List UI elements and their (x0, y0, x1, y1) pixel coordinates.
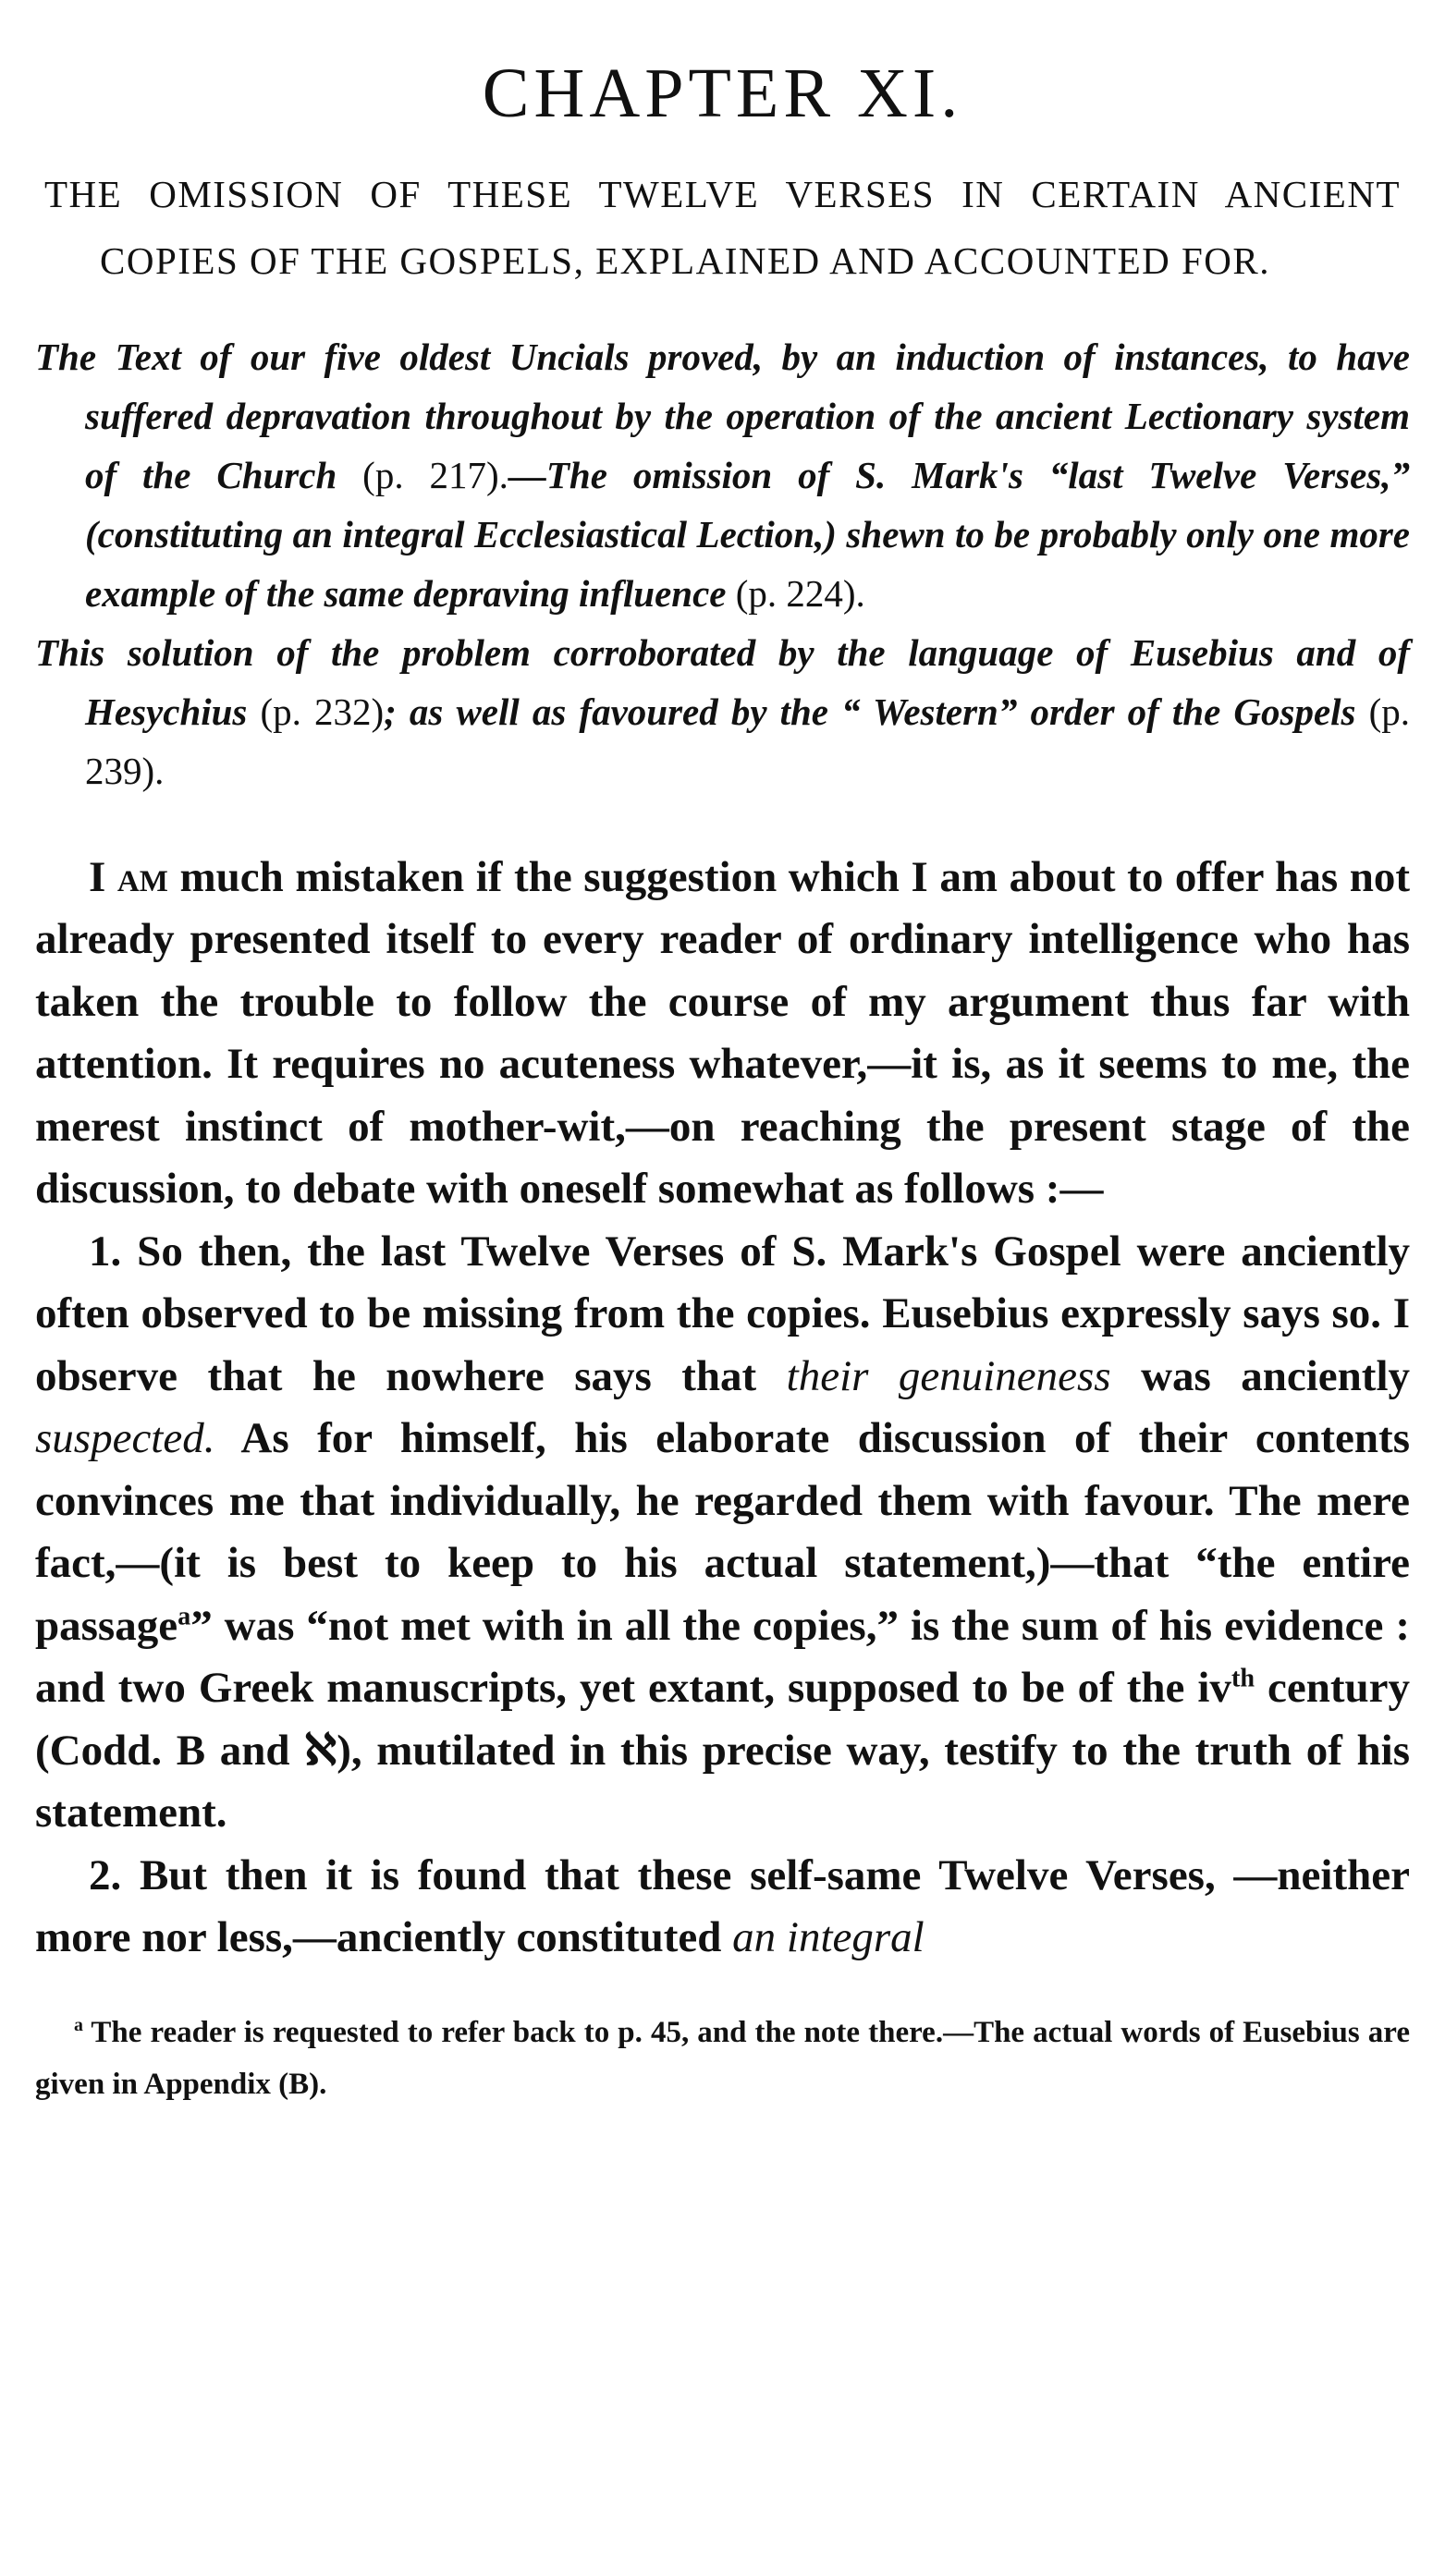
book-page (35, 55, 1410, 2110)
synopsis-entry (35, 327, 1410, 623)
synopsis-text: This solution of the problem corroborated by the language of Eusebius and of Hesychius (35, 630, 1410, 733)
paragraph-text: was anciently (1141, 1351, 1411, 1400)
paragraph-text: 2. But then it is found that these self-same Twelve Verses, —neither more nor less,—anciently constituted (35, 1850, 1410, 1962)
italic-text: their genuineness (786, 1351, 1111, 1400)
chapter-title: CHAPTER XI. (482, 55, 963, 132)
paragraph-lead: I am (89, 852, 168, 901)
footnote-marker: a (74, 2014, 83, 2035)
paragraph (35, 847, 1410, 1221)
footnote-marker: a (178, 1601, 191, 1630)
superscript: th (1231, 1664, 1255, 1693)
italic-text: suspected. (35, 1414, 215, 1463)
synopsis-page-ref: (p. 239). (85, 690, 1410, 792)
synopsis-text: ; as well as favoured by the “ Western” order of the Gospels (384, 690, 1356, 733)
synopsis-page-ref: (p. 224). (735, 571, 865, 615)
body-text (35, 847, 1410, 1970)
paragraph (35, 1845, 1410, 1970)
chapter-subtitle: THE OMISSION OF THESE TWELVE VERSES IN CERTAIN ANCIENT COPIES OF THE GOSPELS, EXPLAINED AND ACCOUNTED FOR. (44, 172, 1401, 282)
footnote-text: The reader is requested to refer back to p. 45, and the note there.—The actual words of Eusebius are given in Appendix (B). (35, 2015, 1411, 2101)
synopsis-text: —The omission of S. Mark's “last Twelve Verses,” (constituting an integral Ecclesiastical Lection,) shewn to be probably only one more example of the same depraving influence (85, 453, 1411, 615)
paragraph-text: much mistaken if the suggestion which I am about to offer has not already presented itself to every reader of ordinary intelligence who has taken the trouble to follow the course of my argument thus far with attention. It requires no acuteness whatever,—it is, as it seems to me, the merest instinct of mother-wit,—on reaching the present stage of the discussion, to debate with oneself somewhat as follows :— (35, 852, 1410, 1214)
synopsis-page-ref: (p. 232) (260, 690, 385, 733)
italic-text: an integral (732, 1913, 925, 1962)
paragraph-text: 1. So then, the last Twelve Verses of S. Mark's Gospel were anciently often observed to be missing from the copies. Eusebius expressly says so. I observe that he nowhere says that (35, 1227, 1410, 1400)
synopsis-page-ref: (p. 217). (362, 453, 508, 496)
paragraph-text: ” was “not met with in all the copies,” is the sum of his evidence : and two Greek manuscripts, yet extant, supposed to be of the iv (35, 1601, 1410, 1713)
synopsis-entry (35, 623, 1410, 800)
paragraph-text: century (Codd. B and ℵ), mutilated in this precise way, testify to the truth of his statement. (35, 1664, 1411, 1837)
paragraph (35, 1221, 1410, 1845)
synopsis-text: The Text of our five oldest Uncials proved, by an induction of instances, to have suffered depravation throughout by the operation of the ancient Lectionary system of the Church (35, 335, 1410, 496)
footnote (35, 2007, 1410, 2110)
paragraph-text: As for himself, his elaborate discussion of their contents convinces me that individually, he regarded them with favour. The mere fact,—(it is best to keep to his actual statement,)—that “the entire passage (35, 1414, 1410, 1650)
chapter-synopsis (35, 327, 1410, 800)
